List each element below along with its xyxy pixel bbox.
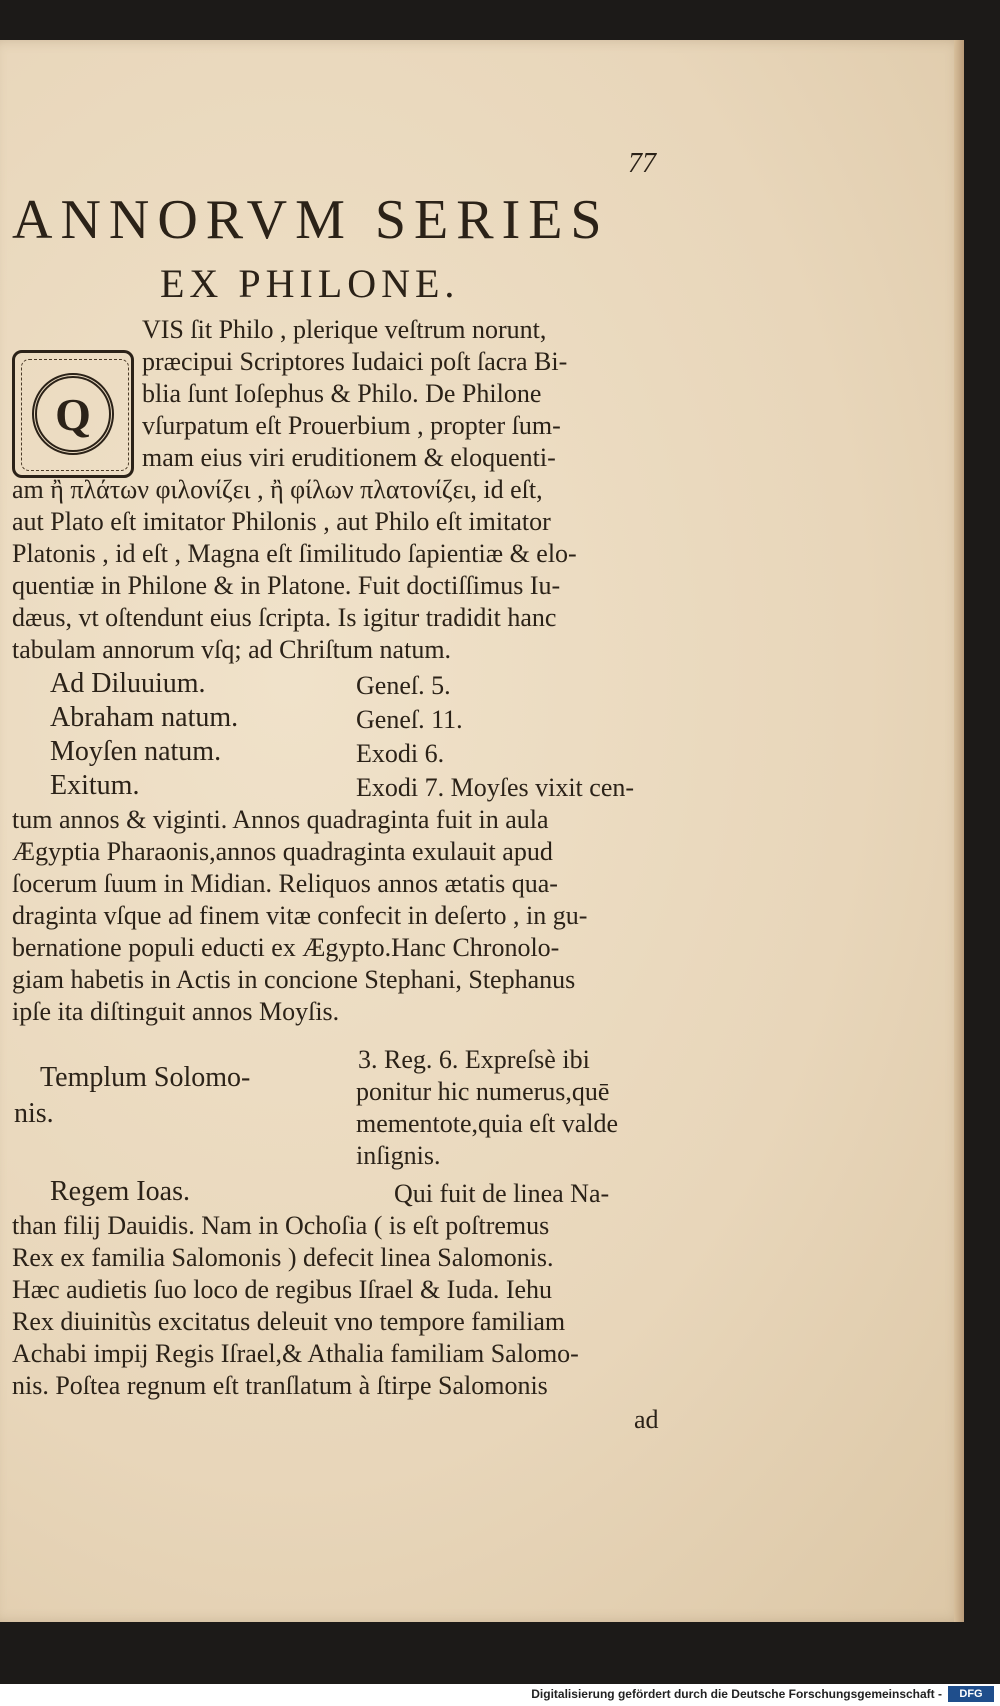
body-line: ſocerum ſuum in Midian. Reliquos annos ætatis qua- xyxy=(12,869,558,898)
body-line: than filij Dauidis. Nam in Ochoſia ( is eſt poſtremus xyxy=(12,1211,550,1240)
body-line: bernatione populi educti ex Ægypto.Hanc Chronolo- xyxy=(12,933,560,962)
decorated-initial xyxy=(12,350,134,478)
entry-label: Regem Ioas. xyxy=(50,1176,190,1207)
intro-line: blia ſunt Ioſephus & Philo. De Philone xyxy=(142,379,542,408)
intro-line: mam eius viri eruditionem & eloquenti- xyxy=(142,443,556,472)
digitization-footer xyxy=(0,1684,1000,1706)
catchword: ad xyxy=(634,1405,659,1434)
body-line: quentiæ in Philone & in Platone. Fuit doctiſſimus Iu- xyxy=(12,571,561,600)
body-line: tum annos & viginti. Annos quadraginta fuit in aula xyxy=(12,805,549,834)
entry-label: Abraham natum. xyxy=(50,702,239,733)
entry-reference: inſignis. xyxy=(356,1141,441,1170)
body-line: draginta vſque ad finem vitæ confecit in deſerto , in gu- xyxy=(12,901,588,930)
body-line: Ægyptia Pharaonis,annos quadraginta exulauit apud xyxy=(12,837,553,866)
body-line: Hæc audietis ſuo loco de regibus Iſrael & Iuda. Iehu xyxy=(12,1275,553,1304)
page-edge xyxy=(954,40,964,1622)
body-line: ipſe ita diſtinguit annos Moyſis. xyxy=(12,997,340,1026)
body-line: Rex ex familia Salomonis ) defecit linea Salomonis. xyxy=(12,1243,554,1272)
entry-reference: Qui fuit de linea Na- xyxy=(394,1179,610,1208)
entry-reference: Exodi 7. Moyſes vixit cen- xyxy=(356,773,635,802)
footer-credit: Digitalisierung gefördert durch die Deutsche Forschungsgemeinschaft - xyxy=(531,1687,942,1701)
page-number: 77 xyxy=(628,148,656,179)
intro-line: præcipui Scriptores Iudaici poſt ſacra Bi- xyxy=(142,347,568,376)
entry-label: Ad Diluuium. xyxy=(50,668,206,699)
entry-label: Templum Solomo- xyxy=(40,1062,251,1093)
body-line: nis. Poſtea regnum eſt tranſlatum à ſtirpe Salomonis xyxy=(12,1371,548,1400)
title-line-2: EX PHILONE. xyxy=(160,261,460,306)
body-line: tabulam annorum vſq; ad Chriſtum natum. xyxy=(12,635,452,664)
entry-reference: Exodi 6. xyxy=(356,739,445,768)
entry-reference: 3. Reg. 6. Expreſsè ibi xyxy=(358,1045,590,1074)
initial-letter: Q xyxy=(55,388,91,440)
title-line-1: ANNORVM SERIES xyxy=(12,189,610,251)
entry-reference: Geneſ. 11. xyxy=(356,705,463,734)
body-line: Platonis , id eſt , Magna eſt ſimilitudo ſapientiæ & elo- xyxy=(12,539,577,568)
body-line: Rex diuinitùs excitatus deleuit vno tempore familiam xyxy=(12,1307,566,1336)
body-line: Achabi impij Regis Iſrael,& Athalia familiam Salomo- xyxy=(12,1339,579,1368)
dfg-logo: DFG xyxy=(948,1686,994,1702)
entry-label: Moyſen natum. xyxy=(50,736,222,767)
book-page xyxy=(0,40,964,1622)
body-line: aut Plato eſt imitator Philonis , aut Philo eſt imitator xyxy=(12,507,551,536)
body-line: giam habetis in Actis in concione Stephani, Stephanus xyxy=(12,965,576,994)
entry-reference: ponitur hic numerus,quē xyxy=(356,1077,610,1106)
initial-ornament-border xyxy=(21,359,129,471)
entry-label: nis. xyxy=(14,1098,54,1129)
intro-line: vſurpatum eſt Prouerbium , propter ſum- xyxy=(142,411,561,440)
body-line: am ἢ πλάτων φιλονίζει , ἢ φίλων πλατονίζει, id eſt, xyxy=(12,475,543,504)
entry-reference: Geneſ. 5. xyxy=(356,671,451,700)
entry-reference: mementote,quia eſt valde xyxy=(356,1109,619,1138)
intro-line: VIS ſit Philo , plerique veſtrum norunt, xyxy=(142,315,547,344)
body-line: dæus, vt oſtendunt eius ſcripta. Is igitur tradidit hanc xyxy=(12,603,557,632)
entry-label: Exitum. xyxy=(50,770,140,801)
